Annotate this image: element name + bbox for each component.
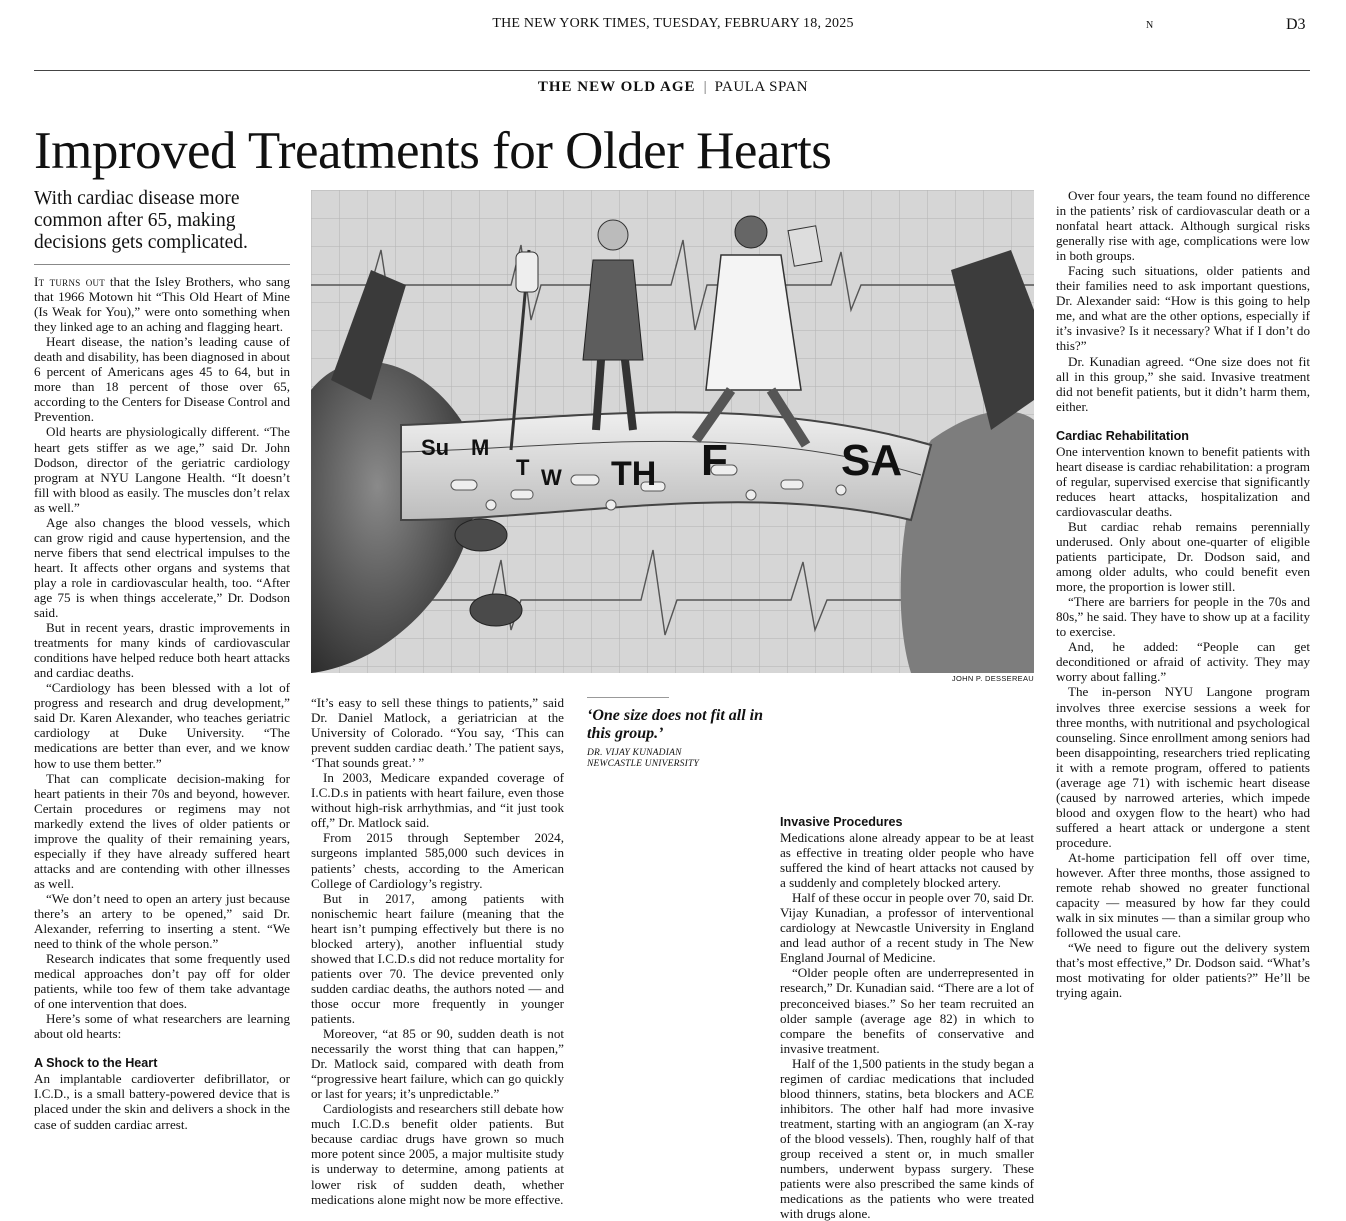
vessel-letters-sa: SA — [841, 436, 903, 485]
paragraph: Dr. Kunadian agreed. “One size does not fit all in this group,” she said. Invasive treatment did not benefit patients, but it didn’t harm them, either. — [1056, 353, 1310, 414]
masthead-date: THE NEW YORK TIMES, TUESDAY, FEBRUARY 18, 2025 — [492, 16, 854, 31]
paragraph: Half of these occur in people over 70, said Dr. Vijay Kunadian, a professor of interventional cardiology at Newcastle University in England and lead author of a recent study in The New England Journal of Medicine. — [780, 890, 1034, 966]
folio-rule — [34, 70, 1310, 71]
illustration — [311, 190, 1034, 673]
byline: PAULA SPAN — [714, 79, 809, 95]
paragraph: But cardiac rehab remains perennially underused. Only about one-quarter of eligible patients participate, Dr. Dodson said, and among older adults, who could benefit even more, the proportion is lower still. — [1056, 518, 1310, 595]
edition-mark: N — [1146, 20, 1154, 31]
article-column-1 — [34, 274, 290, 1132]
paragraph: Medications alone already appear to be at least as effective in treating older people who have suffered the kind of heart attacks not caused by a suddenly and completely blocked artery. — [780, 830, 1034, 891]
article-column-3 — [780, 695, 1034, 1221]
pull-quote-rule — [587, 697, 669, 698]
paragraph: “Older people often are underrepresented in research,” Dr. Kunadian said. “There are a lot of preconceived biases.” So her team recruited an older sample (average age 82) in which to compare the benefits of conservative and invasive treatment. — [780, 965, 1034, 1056]
deck: With cardiac disease more common after 65, making decisions gets complicated. — [34, 188, 248, 253]
paragraph: “We don’t need to open an artery just because there’s an artery to be opened,” said Dr. Alexander, referring to inserting a stent. “We need to think of the whole person.” — [34, 890, 290, 952]
paragraph: It turns out that the Isley Brothers, who sang that 1966 Motown hit “This Old Heart of Mine (Is Weak for You),” were onto something when they linked age to an aching and flagging heart. — [34, 274, 290, 335]
subhead: A Shock to the Heart — [34, 1056, 158, 1071]
paragraph: At-home participation fell off over time, however. After three months, those assigned to remote rehab showed no greater functional capacity — measured by how far they could walk in six minutes — than a similar group who followed the usual care. — [1056, 849, 1310, 941]
paragraph: But in 2017, among patients with nonischemic heart failure (meaning that the heart isn’t pumping effectively but there is no blocked artery), another influential study showed that I.C.D.s did not reduce mortality for patients over 70. The device prevented only sudden cardiac deaths, the authors noted — and those occur more frequently in younger patients. — [311, 890, 564, 1026]
vessel-letters-su: Su — [421, 435, 450, 460]
pull-quote-attribution — [587, 748, 767, 770]
paragraph: From 2015 through September 2024, surgeons implanted 585,000 such devices in patients’ chests, according to the American College of Cardiology’s registry. — [311, 830, 564, 891]
paragraph: One intervention known to benefit patients with heart disease is cardiac rehabilitation: a program of regular, supervised exercise that significantly reduces heart attacks, hospitalization and cardiovascular deaths. — [1056, 443, 1310, 519]
vessel-letters-f: F — [701, 436, 728, 485]
kicker-separator: | — [703, 79, 707, 95]
paragraph: Moreover, “at 85 or 90, sudden death is not necessarily the worst thing that can happen,” Dr. Matlock said, compared with death from “progressive heart failure, which can go quickly or last for years; it’s unpredictable.” — [311, 1026, 564, 1102]
paragraph: In 2003, Medicare expanded coverage of I.C.D.s in patients with heart failure, even those without high-risk arrhythmias, and “it just took off,” Dr. Matlock said. — [311, 770, 564, 831]
paragraph: “We need to figure out the delivery system that’s most effective,” Dr. Dodson said. “What’s most motivating for older patients?” He’ll be trying again. — [1056, 940, 1310, 1001]
paragraph: Facing such situations, older patients and their families need to ask important questions, Dr. Alexander said: “How is this going to help me, and what are the other options, especially if it’s invasive? Is it necessary? What if I don’t do this?” — [1056, 263, 1310, 354]
article-column-2 — [311, 695, 564, 1207]
vessel-letters-m: M — [471, 435, 490, 460]
pull-quote: ‘One size does not fit all in this group.’ — [587, 707, 764, 742]
paragraph: “It’s easy to sell these things to patients,” said Dr. Daniel Matlock, a geriatrician at the University of Colorado. “You say, ‘This can prevent sudden cardiac death.’ The patient says, ‘That sounds great.’ ” — [311, 695, 564, 771]
subhead: Cardiac Rehabilitation — [1056, 428, 1189, 443]
paragraph: Age also changes the blood vessels, which can grow rigid and cause hypertension, and the nerve fibers that send electrical impulses to the heart. It affects other organs and systems that play a role in cardiovascular health, too. “After age 75 is when things accelerate,” Dr. Dodson said. — [34, 514, 290, 621]
deck-rule — [34, 264, 290, 265]
column-kicker — [0, 79, 1346, 96]
pull-quote-affiliation: NEWCASTLE UNIVERSITY — [587, 759, 699, 769]
paragraph: Research indicates that some frequently used medical approaches don’t pay off for older patients, while too few of them take advantage of one intervention that does. — [34, 951, 290, 1012]
paragraph: “Cardiology has been blessed with a lot of progress and research and drug development,” said Dr. Karen Alexander, who teaches geriatric cardiology at Duke University. “The medications are better than ever, and we know how to use them better.” — [34, 680, 290, 771]
paragraph: “There are barriers for people in the 70s and 80s,” he said. They have to show up at a facility to exercise. — [1056, 594, 1310, 640]
paragraph: The in-person NYU Langone program involves three exercise sessions a week for three months, with nutritional and psychological counseling. Since enrollment among seniors had been disappointing, researchers tried replicating it with a remote program, offered to patients (average age 71) with ischemic heart disease (caused by narrowed arteries, which impede blood and oxygen flow to the heart) who had suffered a heart attack or undergone a stent procedure. — [1056, 684, 1310, 850]
paragraph: Cardiologists and researchers still debate how much I.C.D.s benefit older patients. But because cardiac drugs have grown so much more potent since 2005, a major multisite study is underway to determine, among patients at lower risk of sudden death, whether medications alone might now be more effective. — [311, 1101, 564, 1207]
paragraph: Over four years, the team found no difference in the patients’ risk of cardiovascular death or a nonfatal heart attack. Although surgical risks generally rise with age, complications were low in both groups. — [1056, 188, 1310, 264]
heart-illustration — [311, 190, 1034, 673]
photo-credit: JOHN P. DESSEREAU — [951, 674, 1034, 683]
page-number: D3 — [1286, 16, 1306, 33]
headline: Improved Treatments for Older Hearts — [34, 122, 832, 180]
paragraph: That can complicate decision-making for heart patients in their 70s and beyond, however. Certain procedures or regimens may not markedly extend the lives of older patients or improve the quality of their remaining years, especially if they have already suffered heart attacks and are contending with other illnesses as well. — [34, 770, 290, 891]
paragraph: And, he added: “People can get deconditioned or afraid of activity. They may worry about falling.” — [1056, 639, 1310, 685]
paragraph: Old hearts are physiologically different. “The heart gets stiffer as we age,” said Dr. John Dodson, director of the geriatric cardiology program at NYU Langone Health. “It doesn’t fill with blood as easily. The muscles don’t relax as well.” — [34, 424, 290, 515]
vessel-letters-th: TH — [611, 455, 657, 493]
paragraph: Heart disease, the nation’s leading cause of death and disability, has been diagnosed in about 6 percent of Americans ages 45 to 64, but in more than 18 percent of those over 65, according to the Centers for Disease Control and Prevention. — [34, 334, 290, 425]
pull-quote-name: DR. VIJAY KUNADIAN — [587, 748, 682, 758]
vessel-letters-t: T — [516, 455, 530, 480]
column-name: THE NEW OLD AGE — [537, 79, 696, 95]
paragraph: Half of the 1,500 patients in the study began a regimen of cardiac medications that included blood thinners, statins, beta blockers and ACE inhibitors. The other half had more invasive treatment, starting with an angiogram (an X-ray of the blood vessels). Then, roughly half of that group received a stent or, in much smaller numbers, underwent bypass surgery. These patients were also prescribed the same kinds of medications as the patients who were treated with drugs alone. — [780, 1055, 1034, 1221]
lead-in: It turns out — [34, 274, 106, 289]
article-column-4 — [1056, 188, 1310, 1000]
vessel-letters-w: W — [541, 465, 562, 490]
paragraph: But in recent years, drastic improvements in treatments for many kinds of cardiovascular conditions have helped reduce both heart attacks and cardiac deaths. — [34, 620, 290, 681]
paragraph: Here’s some of what researchers are learning about old hearts: — [34, 1011, 290, 1042]
paragraph: An implantable cardioverter defibrillator, or I.C.D., is a small battery-powered device that is placed under the skin and delivers a shock in the case of sudden cardiac arrest. — [34, 1071, 290, 1132]
subhead: Invasive Procedures — [780, 815, 903, 829]
